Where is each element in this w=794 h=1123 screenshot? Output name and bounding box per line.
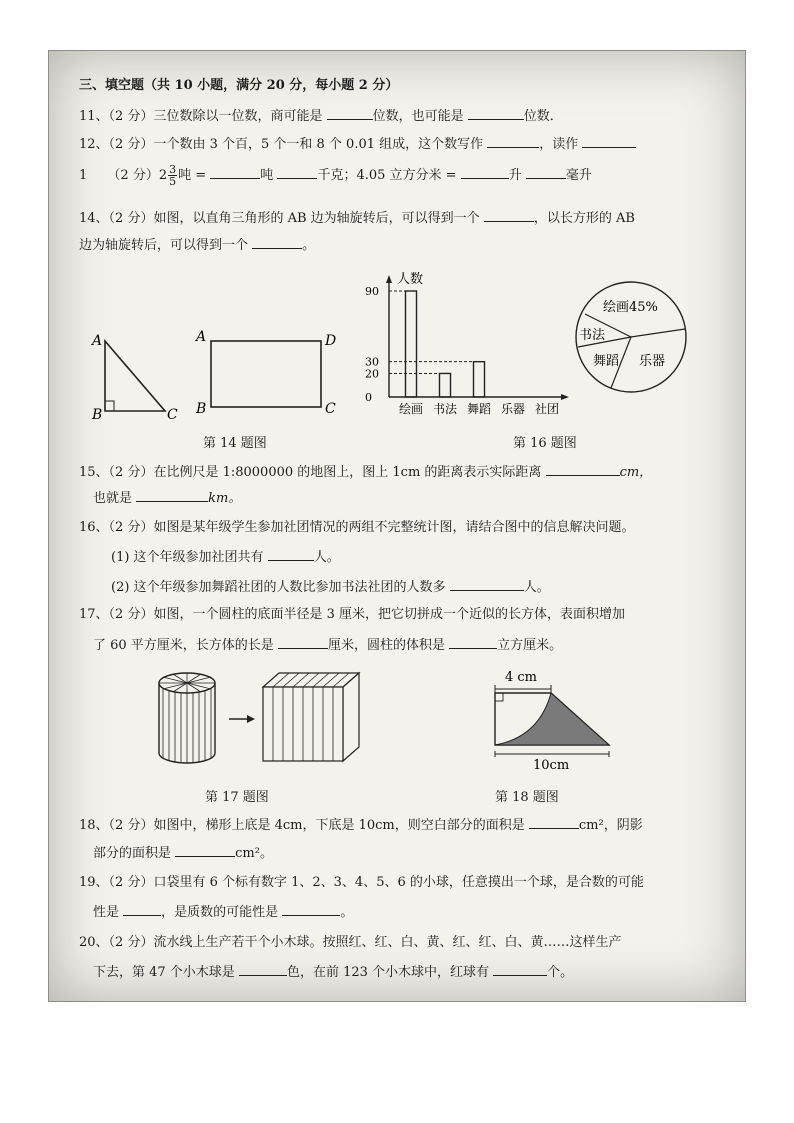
q14-text: （2 分）如图，以直角三角形的 AB 边为轴旋转后，可以得到一个 <box>108 211 480 226</box>
question-15-line-2 <box>93 488 241 508</box>
question-14 <box>79 208 635 228</box>
q20-end: 个。 <box>547 965 574 980</box>
question-16 <box>79 519 634 537</box>
q17-line2: 了 60 平方厘米，长方体的长是 <box>93 638 274 653</box>
q20-number: 20、 <box>79 935 109 950</box>
fig18-bottom-label: 10cm <box>533 758 570 773</box>
fig14-label-d: D <box>325 333 337 349</box>
q14-line2: 边为轴旋转后，可以得到一个 <box>79 238 249 253</box>
q14-text-2: ，以长方形的 AB <box>533 211 635 226</box>
fig18-top-label: 4 cm <box>505 670 538 685</box>
pie-chart <box>573 279 693 399</box>
exam-sheet <box>48 50 746 1002</box>
right-angle-mark <box>105 401 114 411</box>
q12-blank-1[interactable] <box>487 134 539 148</box>
figure-16-caption: 第 16 题图 <box>513 436 577 451</box>
arrow-icon <box>229 715 255 723</box>
q16-sub1-end: 人。 <box>313 550 340 565</box>
category-label-舞蹈: 舞蹈 <box>467 402 492 416</box>
rectangular-prism <box>263 673 359 761</box>
category-label-绘画: 绘画 <box>399 402 424 416</box>
question-18 <box>79 815 643 835</box>
bar-chart <box>359 269 579 419</box>
pie-label-music: 乐器 <box>639 354 666 369</box>
q16-blank-1[interactable] <box>268 547 314 561</box>
q13-text-3: 千克；4.05 立方分米 = <box>317 168 457 183</box>
pie-label-dance: 舞蹈 <box>593 354 620 369</box>
figure-14-caption: 第 14 题图 <box>203 436 267 451</box>
q15-line2: 也就是 <box>93 491 133 506</box>
q11-blank-1[interactable] <box>327 106 373 120</box>
bar-绘画 <box>406 291 417 397</box>
q17-blank-1[interactable] <box>278 635 328 649</box>
q13-blank-3[interactable] <box>461 165 509 179</box>
y-axis-label: 人数 <box>397 272 424 287</box>
question-14-line-2 <box>79 235 315 255</box>
q18-blank-2[interactable] <box>175 843 235 857</box>
pie-label-painting: 绘画45% <box>603 300 658 315</box>
q20-line2: 下去，第 47 个小木球是 <box>93 965 235 980</box>
question-16-sub-2 <box>111 577 550 597</box>
q19-blank-2[interactable] <box>282 902 340 916</box>
q16-blank-2[interactable] <box>450 577 524 591</box>
q13-fraction <box>168 164 177 187</box>
q19-text: （2 分）口袋里有 6 个标有数字 1、2、3、4、5、6 的小球，任意摸出一个球，是合数的可能 <box>108 875 644 890</box>
question-12 <box>79 134 636 154</box>
y-tick-30: 30 <box>365 355 379 369</box>
q11-text: （2 分）三位数除以一位数，商可能是 <box>108 109 323 124</box>
q15-blank-1[interactable] <box>546 462 620 476</box>
q13-frac-den: 5 <box>169 175 177 188</box>
q13-prefix: （2 分）2 <box>107 168 168 183</box>
q16-text: （2 分）如图是某年级学生参加社团情况的两组不完整统计图，请结合图中的信息解决问题。 <box>108 520 635 535</box>
q18-unit-1: cm²，阴影 <box>578 818 643 833</box>
q13-text-5: 毫升 <box>565 168 592 183</box>
q15-text: （2 分）在比例尺是 1:8000000 的地图上，图上 1cm 的距离表示实际距离 <box>108 465 542 480</box>
q11-number: 11、 <box>79 109 109 124</box>
q17-text-3: 立方厘米。 <box>497 638 563 653</box>
q18-text: （2 分）如图中，梯形上底是 4cm，下底是 10cm，则空白部分的面积是 <box>108 818 525 833</box>
q15-blank-2[interactable] <box>136 488 208 502</box>
q17-blank-2[interactable] <box>449 635 497 649</box>
q19-number: 19、 <box>79 875 109 890</box>
x-axis-arrow <box>561 394 569 400</box>
q11-blank-2[interactable] <box>468 106 524 120</box>
question-16-sub-1 <box>111 547 340 567</box>
figure-18-caption: 第 18 题图 <box>495 790 559 805</box>
question-17-line-2 <box>93 635 562 655</box>
question-20 <box>79 934 621 952</box>
q13-number: 1 <box>79 168 88 183</box>
figure-14 <box>85 321 345 421</box>
q12-text-2: ，读作 <box>539 137 579 152</box>
question-20-line-2 <box>93 962 573 982</box>
q12-blank-2[interactable] <box>582 134 636 148</box>
fig14-label-c: C <box>167 407 178 421</box>
y-axis-arrow <box>386 275 392 283</box>
category-label-乐器: 乐器 <box>501 402 526 416</box>
fig14-label-b: B <box>92 407 103 421</box>
q13-blank-2[interactable] <box>277 165 317 179</box>
figure-17 <box>149 665 379 775</box>
x-categories <box>399 401 559 416</box>
q14-end: 。 <box>302 238 316 253</box>
q20-text: （2 分）流水线上生产若干个小木球。按照红、红、白、黄、红、红、白、黄……这样生产 <box>108 935 622 950</box>
fig14-label-a: A <box>92 333 103 349</box>
q18-line2: 部分的面积是 <box>93 846 172 861</box>
q11-text-3: 位数． <box>523 109 563 124</box>
question-19-line-2 <box>93 902 353 922</box>
q18-unit-2: cm²。 <box>235 846 273 861</box>
q17-number: 17、 <box>79 607 109 622</box>
q13-blank-1[interactable] <box>210 165 260 179</box>
y-tick-90: 90 <box>365 285 379 298</box>
q19-line2: 性是 <box>93 905 120 920</box>
pie-divider-2 <box>631 329 685 337</box>
pie-label-calligraphy: 书法 <box>579 328 606 343</box>
q13-text-1: 吨 = <box>178 168 207 183</box>
q14-blank-1[interactable] <box>484 208 534 222</box>
y-ticks <box>365 285 379 404</box>
q15-unit-2: km。 <box>208 491 242 506</box>
q17-text-2: 厘米，圆柱的体积是 <box>327 638 445 653</box>
q15-unit-1: cm， <box>619 465 653 480</box>
question-19 <box>79 874 644 892</box>
bar-书法 <box>440 373 451 397</box>
q13-frac-num: 3 <box>169 163 177 176</box>
rectangle-shape <box>211 341 321 407</box>
q17-text: （2 分）如图，一个圆柱的底面半径是 3 厘米，把它切拼成一个近似的长方体，表面积增加 <box>108 607 625 622</box>
q18-number: 18、 <box>79 818 109 833</box>
q13-blank-4[interactable] <box>526 165 566 179</box>
q14-blank-2[interactable] <box>252 235 302 249</box>
q11-text-2: 位数，也可能是 <box>372 109 464 124</box>
section-header: 三、填空题（共 10 小题，满分 20 分，每小题 2 分） <box>79 78 399 93</box>
q16-sub2: (2) 这个年级参加舞蹈社团的人数比参加书法社团的人数多 <box>111 580 446 595</box>
q16-number: 16、 <box>79 520 109 535</box>
y-tick-20: 20 <box>365 367 379 381</box>
category-label-书法: 书法 <box>433 402 458 416</box>
q16-sub1: (1) 这个年级参加社团共有 <box>111 550 264 565</box>
category-label-社团: 社团 <box>535 402 560 416</box>
question-17 <box>79 606 625 624</box>
q20-blank-1[interactable] <box>239 962 287 976</box>
q14-number: 14、 <box>79 211 109 226</box>
fig14-label-c2: C <box>325 401 336 417</box>
q19-blank-1[interactable] <box>123 902 161 916</box>
fig14-label-b2: B <box>196 401 207 417</box>
question-13 <box>79 164 592 187</box>
q12-text: （2 分）一个数由 3 个百，5 个一和 8 个 0.01 组成，这个数写作 <box>108 137 484 152</box>
q13-text-2: 吨 <box>260 168 274 183</box>
q19-text-2: ，是质数的可能性是 <box>161 905 279 920</box>
q20-text-2: 色，在前 123 个小木球中，红球有 <box>286 965 490 980</box>
q13-text-4: 升 <box>508 168 522 183</box>
q20-blank-2[interactable] <box>493 962 547 976</box>
q16-sub2-end: 人。 <box>523 580 550 595</box>
question-15 <box>79 462 652 482</box>
q15-number: 15、 <box>79 465 109 480</box>
q12-number: 12、 <box>79 137 109 152</box>
y-tick-0: 0 <box>365 391 372 404</box>
figure-17-caption: 第 17 题图 <box>205 790 269 805</box>
figure-18 <box>479 665 629 775</box>
bar-series <box>389 291 485 397</box>
q19-end: 。 <box>340 905 354 920</box>
fig14-label-a2: A <box>196 329 207 345</box>
q18-blank-1[interactable] <box>529 815 579 829</box>
bar-舞蹈 <box>474 362 485 397</box>
question-11 <box>79 106 563 126</box>
question-18-line-2 <box>93 843 273 863</box>
cylinder <box>159 673 215 763</box>
